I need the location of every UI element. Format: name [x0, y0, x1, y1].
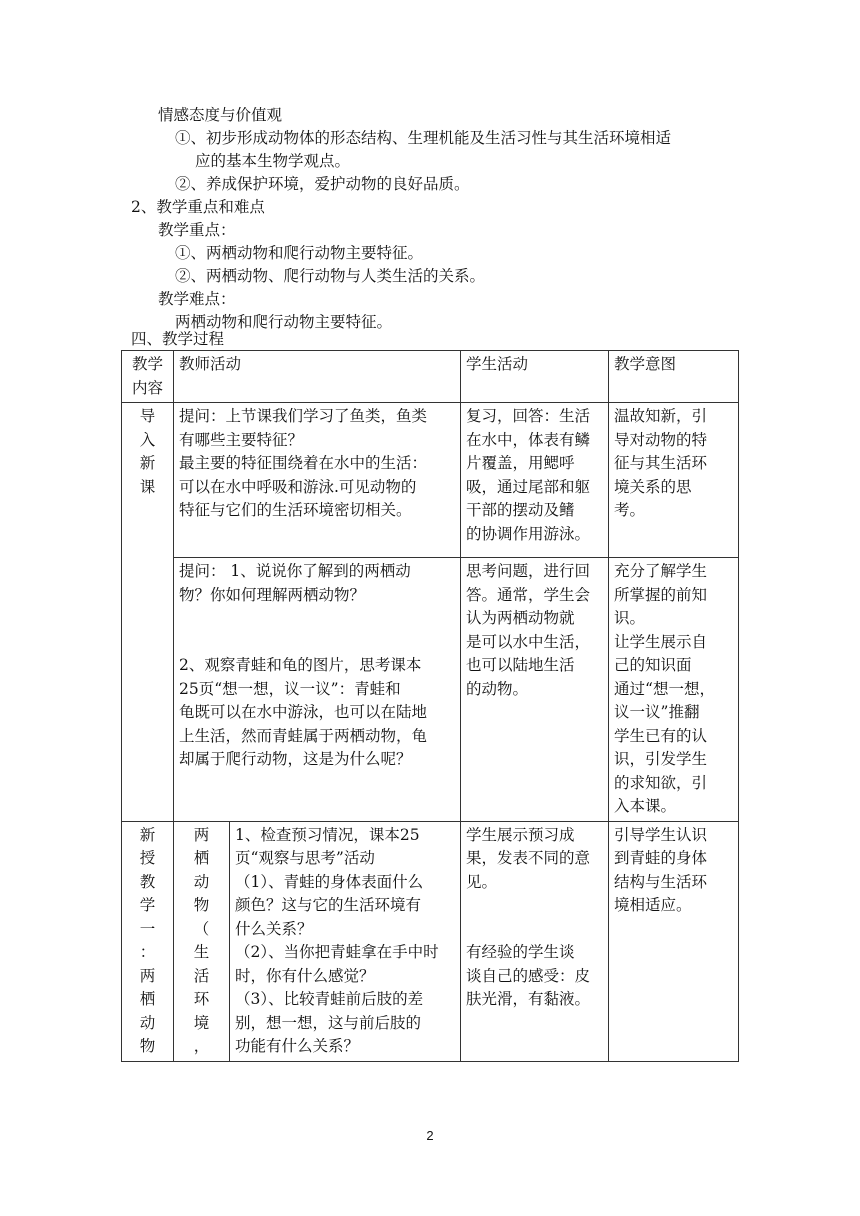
teacher-activity-cell: 1、检查预习情况，课本25 页“观察与思考”活动 （1）、青蛙的身体表面什么 颜色？这与它的生活环境有 什么关系？ （2）、当你把青蛙拿在手中时 时，你有什么感觉？ （3）、比较青蛙前后肢的差 别，想一想，这与前后肢的 功能有什么关系？: [230, 821, 461, 1061]
difficulty-item: 两栖动物和爬行动物主要特征。: [175, 313, 393, 331]
header-teacher-activity: 教师活动: [174, 351, 461, 403]
student-activity-cell: 学生展示预习成 果，发表不同的意 见。 有经验的学生谈 谈自己的感受：皮 肤光滑，有黏液。: [461, 821, 609, 1061]
section-label-new-teaching: 新 授 教 学 一 ： 两 栖 动 物: [122, 821, 174, 1061]
section-label-intro: 导 入 新 课: [122, 403, 174, 822]
teaching-intent-cell: 引导学生认识 到青蛙的身体 结构与生活环 境相适应。: [609, 821, 739, 1061]
difficulty-label: 教学难点：: [158, 290, 236, 308]
attitude-item-1: ①、初步形成动物体的形态结构、生理机能及生活习性与其生活环境相适: [175, 129, 672, 147]
student-activity-cell: 复习，回答：生活 在水中，体表有鳞 片覆盖，用鳃呼 吸，通过尾部和躯 干部的摆动及鳍 的协调作用游泳。: [461, 403, 609, 558]
teaching-intent-cell: 温故知新，引 导对动物的特 征与其生活环 境关系的思 考。: [609, 403, 739, 558]
table-row: [122, 558, 739, 822]
key-point-2: ②、两栖动物、爬行动物与人类生活的关系。: [175, 267, 486, 285]
page-number: 2: [426, 1128, 434, 1143]
attitude-item-2: ②、养成保护环境，爱护动物的良好品质。: [175, 175, 470, 193]
key-point-1: ①、两栖动物和爬行动物主要特征。: [175, 244, 424, 262]
student-activity-cell: 思考问题，进行回 答。通常，学生会 认为两栖动物就 是可以水中生活， 也可以陆地生活 的动物。: [461, 558, 609, 822]
section-heading-process: 四、教学过程: [131, 330, 225, 348]
table-row: [122, 821, 739, 1061]
teacher-activity-cell: 提问： 1、说说你了解到的两栖动 物？你如何理解两栖动物？ 2、观察青蛙和龟的图片，思考课本 25页“想一想，议一议”：青蛙和 龟既可以在水中游泳，也可以在陆地 上生活，然而青蛙属于两栖动物，龟 却属于爬行动物，这是为什么呢？: [174, 558, 461, 822]
key-points-label: 教学重点：: [158, 221, 236, 239]
teaching-intent-cell: 充分了解学生 所掌握的前知 识。 让学生展示自 己的知识面 通过“想一想， 议一议”推翻 学生已有的认 识，引发学生 的求知欲，引 入本课。: [609, 558, 739, 822]
attitude-item-1-cont: 应的基本生物学观点。: [195, 152, 351, 170]
table-row: [122, 403, 739, 558]
heading-attitude-values: 情感态度与价值观: [158, 106, 283, 124]
teacher-activity-cell: 提问：上节课我们学习了鱼类，鱼类 有哪些主要特征？ 最主要的特征围绕着在水中的生活： 可以在水中呼吸和游泳.可见动物的 特征与它们的生活环境密切相关。: [174, 403, 461, 558]
section-heading-key-points: 2、教学重点和难点: [131, 198, 265, 216]
table-header-row: [122, 351, 739, 403]
lesson-process-table: [121, 350, 739, 1062]
sub-label-amphibian-environment: 两 栖 动 物 （ 生 活 环 境 ，: [174, 821, 230, 1061]
header-student-activity: 学生活动: [461, 351, 609, 403]
header-teaching-intent: 教学意图: [609, 351, 739, 403]
header-content: 教学 内容: [122, 351, 174, 403]
